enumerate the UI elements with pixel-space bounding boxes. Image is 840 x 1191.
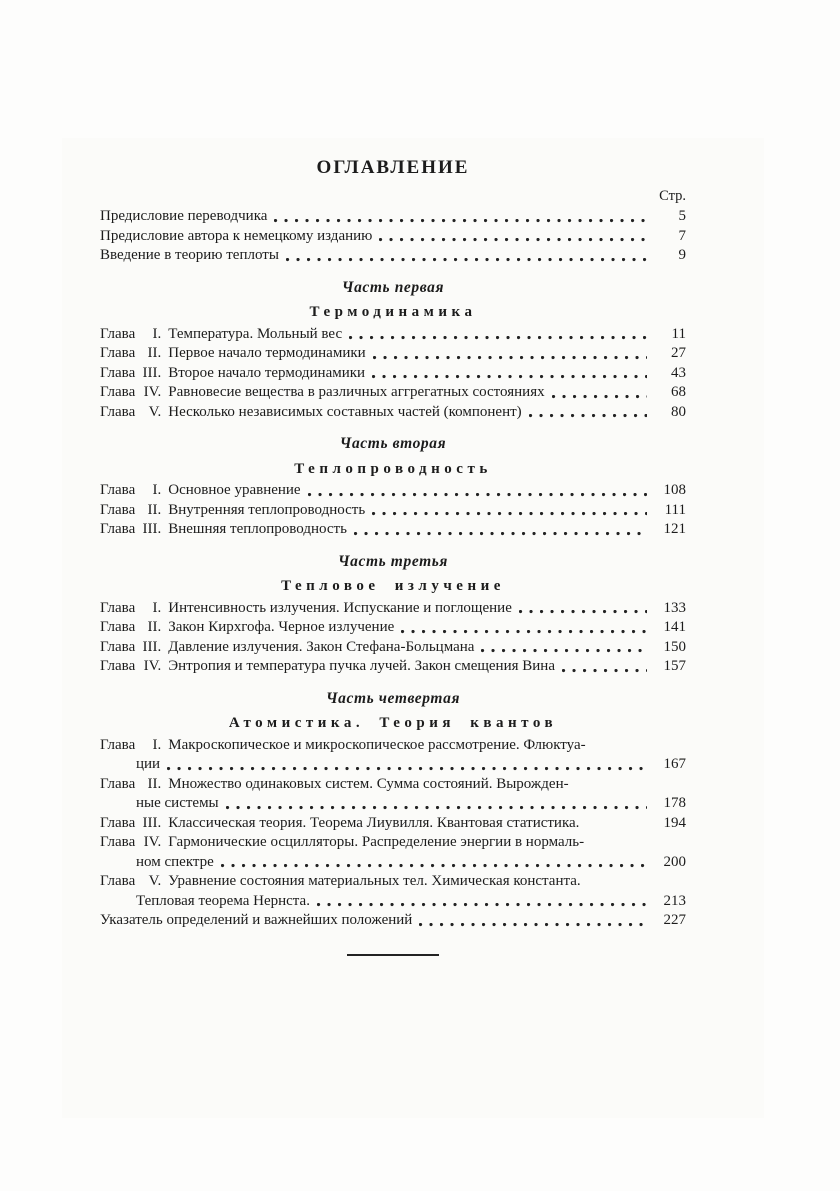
chapter-label: Глава [100, 834, 136, 850]
dot-leader [552, 395, 647, 399]
toc-entry-title: Давление излучения. Закон Стефана-Больцмана [168, 638, 475, 655]
page-column-header: Стр. [659, 187, 686, 204]
dot-leader [354, 532, 647, 536]
toc-entry-title: ции [136, 756, 161, 772]
dot-leader [317, 903, 647, 907]
chapter-label: Глава [100, 403, 136, 420]
toc-entry-row [100, 364, 686, 384]
toc-entry-title: Макроскопическое и микроскопическое рассмотрение. Флюктуа- [168, 736, 586, 753]
section-title: Теплопроводность [294, 460, 492, 477]
chapter-number: I. [152, 736, 162, 753]
toc-entry-page: 11 [671, 325, 686, 342]
dot-leader [286, 258, 647, 262]
part-heading: Часть четвертая [325, 689, 461, 707]
toc-entry-title: ные системы [136, 795, 219, 811]
chapter-number: I. [152, 599, 162, 616]
toc-entry-row [100, 207, 686, 227]
dot-leader [519, 610, 647, 614]
section-title: Термодинамика [309, 304, 477, 320]
toc-entry-title: Предисловие автора к немецкому изданию [100, 227, 373, 244]
toc-entry-title: Классическая теория. Теорема Лиувилля. Квантовая статистика. [168, 814, 580, 831]
toc-entry-title: Интенсивность излучения. Испускание и поглощение [168, 599, 512, 616]
toc-entry-title: Предисловие переводчика [100, 208, 268, 224]
chapter-number: II. [147, 501, 162, 518]
toc-entry-title: Температура. Мольный вес [168, 325, 343, 342]
toc-entry-row [100, 520, 686, 540]
dot-leader [529, 414, 647, 418]
toc-entry-title: Множество одинаковых систем. Сумма состояний. Вырожден- [168, 775, 569, 792]
toc-entry-page: 200 [663, 853, 686, 870]
dot-leader [401, 630, 647, 634]
toc-entry-row [100, 638, 686, 658]
chapter-number: IV. [143, 384, 162, 400]
chapter-label: Глава [100, 873, 136, 889]
page-title: ОГЛАВЛЕНИЕ [316, 157, 470, 178]
chapter-number: III. [142, 814, 162, 831]
chapter-label: Глава [100, 619, 136, 635]
toc-entry-row [100, 501, 686, 521]
toc-entry-page: 150 [663, 638, 686, 655]
toc-entry-page: 178 [663, 795, 686, 811]
toc-entry-title: ном спектре [136, 853, 214, 870]
toc-entry-row [100, 599, 686, 619]
toc-entry-row [100, 657, 686, 677]
section-title: Тепловое излучение [281, 578, 505, 594]
table-of-contents [100, 207, 686, 931]
chapter-label: Глава [100, 325, 136, 342]
toc-entry-row [100, 383, 686, 403]
toc-entry-page: 227 [663, 912, 686, 928]
chapter-number: II. [147, 775, 162, 792]
toc-entry-title: Уравнение состояния материальных тел. Химическая константа. [168, 873, 581, 889]
toc-entry-title: Основное уравнение [168, 482, 301, 498]
chapter-label: Глава [100, 599, 136, 616]
chapter-label: Глава [100, 775, 136, 792]
toc-entry-page: 80 [671, 403, 686, 420]
chapter-number: V. [148, 873, 162, 889]
chapter-number: IV. [143, 658, 162, 674]
chapter-number: IV. [143, 834, 162, 850]
toc-entry-page: 157 [663, 658, 686, 674]
dot-leader [586, 825, 647, 829]
chapter-number: III. [142, 638, 162, 655]
toc-entry-row [100, 736, 686, 756]
toc-entry-title: Несколько независимых составных частей (компонент) [168, 403, 522, 420]
dot-leader [372, 512, 647, 516]
toc-entry-title: Первое начало термодинамики [168, 345, 366, 361]
toc-entry-row [100, 814, 686, 834]
toc-entry-page: 121 [663, 521, 686, 537]
toc-content [100, 158, 686, 956]
toc-entry-row [100, 911, 686, 931]
chapter-number: II. [147, 345, 162, 361]
toc-entry-title: Тепловая теорема Нернста. [136, 892, 310, 909]
toc-entry-title: Введение в теорию теплоты [100, 247, 279, 263]
dot-leader [372, 375, 647, 379]
toc-entry-page: 194 [663, 814, 686, 831]
chapter-number: V. [148, 403, 162, 420]
chapter-label: Глава [100, 384, 136, 400]
toc-entry-title: Внутренняя теплопроводность [168, 501, 366, 518]
chapter-label: Глава [100, 521, 136, 537]
toc-entry-page: 43 [671, 364, 686, 381]
chapter-number: III. [142, 364, 162, 381]
dot-leader [481, 649, 647, 653]
toc-entry-row [100, 775, 686, 795]
toc-entry-title: Второе начало термодинамики [168, 364, 366, 381]
toc-entry-page: 68 [671, 384, 686, 400]
toc-entry-title: Указатель определений и важнейших положений [100, 912, 413, 928]
toc-entry-row [100, 892, 686, 912]
chapter-label: Глава [100, 482, 136, 498]
toc-entry-row [100, 872, 686, 892]
toc-entry-page: 9 [678, 247, 686, 263]
dot-leader [226, 806, 647, 810]
dot-leader [349, 336, 647, 340]
dot-leader [562, 669, 647, 673]
chapter-number: III. [142, 521, 162, 537]
toc-entry-page: 141 [663, 619, 686, 635]
toc-entry-page: 108 [663, 482, 686, 498]
chapter-label: Глава [100, 658, 136, 674]
toc-entry-page: 7 [678, 227, 686, 244]
dot-leader [167, 767, 647, 771]
toc-entry-row [100, 481, 686, 501]
chapter-label: Глава [100, 501, 136, 518]
toc-entry-row [100, 227, 686, 247]
toc-entry-title: Энтропия и температура пучка лучей. Закон смещения Вина [168, 658, 555, 674]
chapter-label: Глава [100, 345, 136, 361]
chapter-label: Глава [100, 814, 136, 831]
toc-entry-title: Гармонические осцилляторы. Распределение энергии в нормаль- [168, 834, 585, 850]
toc-entry-row [100, 246, 686, 266]
toc-entry-title: Равновесие вещества в различных аггрегатных состояниях [168, 384, 545, 400]
dot-leader [308, 493, 647, 497]
toc-entry-row [100, 755, 686, 775]
toc-entry-row [100, 618, 686, 638]
toc-entry-row [100, 794, 686, 814]
dot-leader [379, 238, 647, 242]
toc-entry-row [100, 853, 686, 873]
toc-entry-page: 133 [663, 599, 686, 616]
chapter-label: Глава [100, 364, 136, 381]
dot-leader [221, 864, 647, 868]
toc-entry-page: 167 [663, 756, 686, 772]
toc-entry-row [100, 403, 686, 423]
dot-leader [274, 219, 647, 223]
end-rule [347, 954, 439, 956]
dot-leader [373, 356, 647, 360]
toc-entry-title: Закон Кирхгофа. Черное излучение [168, 619, 395, 635]
toc-entry-page: 111 [664, 501, 686, 518]
section-title: Атомистика. Теория квантов [228, 715, 558, 731]
part-heading: Часть первая [341, 278, 445, 296]
toc-entry-row [100, 344, 686, 364]
dot-leader [419, 923, 647, 927]
chapter-label: Глава [100, 736, 136, 753]
toc-entry-page: 5 [678, 208, 686, 224]
part-heading: Часть третья [337, 552, 449, 570]
chapter-number: I. [152, 482, 162, 498]
toc-entry-page: 27 [671, 345, 686, 361]
toc-entry-row [100, 325, 686, 345]
chapter-number: I. [152, 325, 162, 342]
part-heading: Часть вторая [339, 435, 447, 452]
toc-entry-row [100, 833, 686, 853]
toc-entry-page: 213 [663, 892, 686, 909]
toc-entry-title: Внешняя теплопроводность [168, 521, 347, 537]
chapter-number: II. [147, 619, 162, 635]
chapter-label: Глава [100, 638, 136, 655]
